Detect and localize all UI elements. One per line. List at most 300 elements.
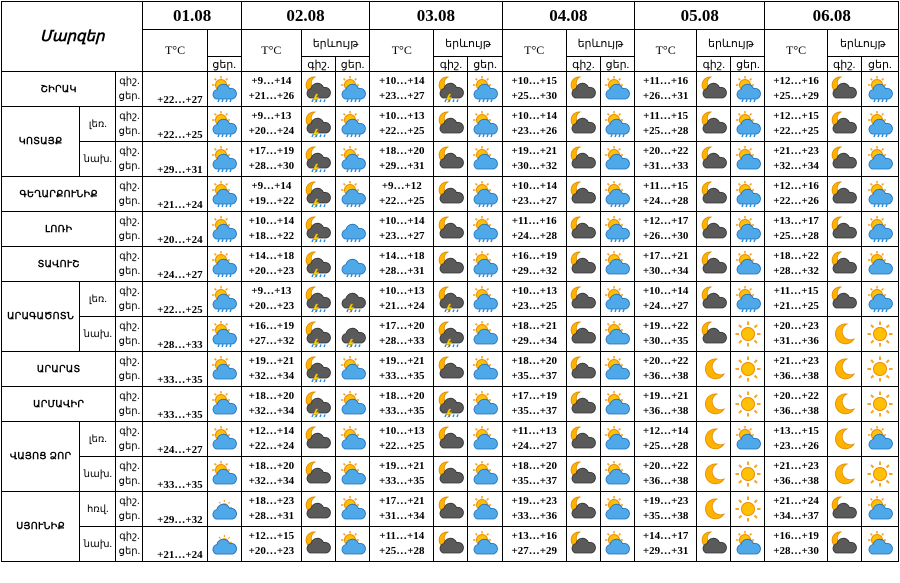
night-temp: +14…+18 bbox=[248, 250, 295, 262]
rain-cloud-icon bbox=[336, 250, 369, 278]
moon-cloud-icon bbox=[434, 250, 467, 278]
temp-range-cell bbox=[370, 282, 434, 317]
night-weather-cell bbox=[827, 422, 861, 457]
temp-range-cell bbox=[370, 212, 434, 247]
night-weather-cell bbox=[827, 352, 861, 387]
temp-range-cell bbox=[765, 387, 827, 422]
night-temp: +10…+13 bbox=[379, 110, 425, 122]
night-temp: +10…+13 bbox=[379, 425, 425, 437]
sun-rain-icon bbox=[208, 180, 241, 208]
date-header: 04.08 bbox=[502, 2, 634, 30]
temp-range-cell bbox=[502, 212, 566, 247]
time-labels bbox=[116, 72, 143, 107]
day-subheader: ցեր. bbox=[336, 57, 370, 72]
temp-range-cell bbox=[765, 282, 827, 317]
night-label: գիշ. bbox=[119, 251, 140, 262]
weather-icon-cell bbox=[207, 317, 241, 352]
temp-header: T°C bbox=[635, 30, 697, 72]
temp-day-only: +21…+24 bbox=[143, 527, 207, 562]
day-temp: +30…+34 bbox=[642, 265, 689, 277]
temp-range-cell bbox=[502, 317, 566, 352]
night-label: գիշ. bbox=[119, 181, 140, 192]
night-weather-cell bbox=[434, 457, 468, 492]
sun-cloud-icon bbox=[601, 355, 634, 383]
time-labels bbox=[116, 282, 143, 317]
temp-range-cell bbox=[635, 72, 697, 107]
temp-range-cell bbox=[502, 107, 566, 142]
region-name: ԱՐԱՐԱՏ bbox=[2, 352, 116, 387]
day-weather-cell bbox=[468, 282, 502, 317]
day-weather-cell bbox=[731, 492, 765, 527]
night-temp: +12…+14 bbox=[642, 425, 689, 437]
moon-cloud-icon bbox=[434, 145, 467, 173]
day-weather-cell bbox=[336, 352, 370, 387]
night-weather-cell bbox=[434, 527, 468, 562]
temp-range-cell bbox=[241, 247, 301, 282]
night-weather-cell bbox=[566, 142, 600, 177]
rain-cloud-icon bbox=[336, 215, 369, 243]
night-weather-cell bbox=[434, 282, 468, 317]
day-temp: +28…+32 bbox=[773, 265, 819, 277]
day-temp: +36…+38 bbox=[642, 405, 689, 417]
night-temp: +18…+20 bbox=[248, 460, 295, 472]
night-weather-cell bbox=[827, 387, 861, 422]
day-temp: +22…+26 bbox=[773, 195, 819, 207]
table-row bbox=[2, 212, 899, 247]
moon-cloud-icon bbox=[567, 495, 600, 523]
day-weather-cell bbox=[731, 352, 765, 387]
moon-cloud-icon bbox=[567, 250, 600, 278]
moon-icon bbox=[697, 355, 730, 383]
temp-range-cell bbox=[370, 247, 434, 282]
day-weather-cell bbox=[731, 247, 765, 282]
moon-cloud-icon bbox=[828, 530, 861, 558]
sun-icon bbox=[862, 460, 898, 488]
subregion-label: լեռ. bbox=[80, 422, 116, 457]
sun-rain-icon bbox=[208, 320, 241, 348]
date-header: 01.08 bbox=[143, 2, 241, 30]
day-temp: +25…+28 bbox=[642, 440, 689, 452]
day-weather-cell bbox=[336, 72, 370, 107]
night-temp: +19…+23 bbox=[511, 495, 557, 507]
storm-night-icon bbox=[302, 250, 335, 278]
temp-day-only: +33…+35 bbox=[143, 387, 207, 422]
day-temp: +35…+37 bbox=[511, 405, 557, 417]
temp-header: T°C bbox=[502, 30, 566, 72]
day-weather-cell bbox=[861, 387, 898, 422]
night-weather-cell bbox=[566, 492, 600, 527]
sun-cloud-icon bbox=[601, 460, 634, 488]
region-name: ՎԱՅՈՑ ՁՈՐ bbox=[2, 422, 80, 492]
storm-night-icon bbox=[434, 285, 467, 313]
weather-icon-cell bbox=[207, 247, 241, 282]
night-weather-cell bbox=[827, 527, 861, 562]
temp-range-cell bbox=[635, 387, 697, 422]
time-labels bbox=[116, 457, 143, 492]
day-weather-cell bbox=[600, 317, 634, 352]
night-weather-cell bbox=[434, 142, 468, 177]
night-temp: +19…+21 bbox=[379, 355, 425, 367]
temp-range-cell bbox=[635, 457, 697, 492]
temp-day-only: +33…+35 bbox=[143, 457, 207, 492]
day-temp: +25…+29 bbox=[773, 90, 819, 102]
moon-cloud-icon bbox=[567, 285, 600, 313]
day-temp: +24…+27 bbox=[642, 300, 689, 312]
day-temp: +24…+28 bbox=[642, 195, 689, 207]
storm-night-icon bbox=[302, 355, 335, 383]
day-temp: +28…+30 bbox=[773, 545, 819, 557]
sun-rain-icon bbox=[468, 285, 501, 313]
temp-range-cell bbox=[370, 317, 434, 352]
temp-range-cell bbox=[370, 457, 434, 492]
day-weather-cell bbox=[861, 107, 898, 142]
sun-cloud-icon bbox=[336, 530, 369, 558]
day-weather-cell bbox=[600, 177, 634, 212]
night-weather-cell bbox=[566, 247, 600, 282]
night-temp: +19…+21 bbox=[642, 390, 689, 402]
night-temp: +13…+16 bbox=[511, 530, 557, 542]
night-temp: +10…+14 bbox=[248, 215, 295, 227]
day-subheader: ցեր. bbox=[731, 57, 765, 72]
day-weather-cell bbox=[861, 72, 898, 107]
sun-cloud-icon bbox=[336, 390, 369, 418]
day-temp: +33…+36 bbox=[511, 510, 557, 522]
moon-cloud-icon bbox=[697, 320, 730, 348]
temp-range-cell bbox=[370, 107, 434, 142]
temp-day-only: +20…+24 bbox=[143, 212, 207, 247]
temp-range-cell bbox=[370, 72, 434, 107]
temp-range-cell bbox=[635, 527, 697, 562]
temp-range-cell bbox=[635, 422, 697, 457]
weather-icon-cell bbox=[207, 107, 241, 142]
temp-range-cell bbox=[635, 177, 697, 212]
night-temp: +18…+20 bbox=[511, 355, 557, 367]
sun-rain-icon bbox=[731, 285, 764, 313]
night-weather-cell bbox=[301, 457, 335, 492]
temp-range-cell bbox=[241, 317, 301, 352]
subregion-label: լեռ. bbox=[80, 107, 116, 142]
temp-range-cell bbox=[502, 247, 566, 282]
time-labels bbox=[116, 527, 143, 562]
day-weather-cell bbox=[468, 317, 502, 352]
night-temp: +11…+13 bbox=[511, 425, 557, 437]
day-weather-cell bbox=[600, 282, 634, 317]
day-temp: +32…+34 bbox=[248, 475, 295, 487]
night-weather-cell bbox=[434, 387, 468, 422]
day-weather-cell bbox=[468, 422, 502, 457]
time-labels bbox=[116, 387, 143, 422]
moon-icon bbox=[697, 390, 730, 418]
temp-day-only: +29…+32 bbox=[143, 492, 207, 527]
day-weather-cell bbox=[336, 142, 370, 177]
moon-cloud-icon bbox=[567, 320, 600, 348]
temp-range-cell bbox=[635, 212, 697, 247]
weather-icon-cell bbox=[207, 177, 241, 212]
day-label: ցեր. bbox=[118, 266, 141, 277]
moon-icon bbox=[697, 425, 730, 453]
day-temp: +24…+27 bbox=[511, 440, 557, 452]
night-weather-cell bbox=[697, 72, 731, 107]
sun-icon bbox=[731, 460, 764, 488]
temp-day-only: +22…+27 bbox=[143, 72, 207, 107]
day-temp: +23…+27 bbox=[379, 230, 425, 242]
moon-cloud-icon bbox=[697, 75, 730, 103]
sun-rain-icon bbox=[862, 110, 898, 138]
temp-range-cell bbox=[502, 72, 566, 107]
night-weather-cell bbox=[697, 317, 731, 352]
sun-rain-icon bbox=[731, 110, 764, 138]
night-temp: +16…+19 bbox=[511, 250, 557, 262]
weather-icon-cell bbox=[207, 387, 241, 422]
temp-range-cell bbox=[241, 212, 301, 247]
storm-night-icon bbox=[434, 390, 467, 418]
day-temp: +31…+34 bbox=[379, 510, 425, 522]
night-weather-cell bbox=[434, 492, 468, 527]
night-weather-cell bbox=[697, 422, 731, 457]
night-weather-cell bbox=[697, 177, 731, 212]
temp-range-cell bbox=[502, 352, 566, 387]
temp-range-cell bbox=[502, 492, 566, 527]
temp-day-only: +22…+25 bbox=[143, 107, 207, 142]
day-weather-cell bbox=[600, 387, 634, 422]
weather-icon-cell bbox=[207, 212, 241, 247]
date-header: 06.08 bbox=[765, 2, 899, 30]
sun-rain-icon bbox=[336, 180, 369, 208]
temp-range-cell bbox=[502, 457, 566, 492]
day-weather-cell bbox=[336, 492, 370, 527]
moon-cloud-icon bbox=[697, 215, 730, 243]
temp-range-cell bbox=[370, 352, 434, 387]
subregion-label: լեռ. bbox=[80, 282, 116, 317]
moon-cloud-icon bbox=[697, 110, 730, 138]
temp-day-only: +29…+31 bbox=[143, 142, 207, 177]
night-label: գիշ. bbox=[119, 146, 140, 157]
day-weather-cell bbox=[468, 142, 502, 177]
time-labels bbox=[116, 247, 143, 282]
subregion-label: նախ. bbox=[80, 527, 116, 562]
night-temp: +18…+23 bbox=[248, 495, 295, 507]
table-row bbox=[2, 107, 899, 142]
sun-rain-icon bbox=[468, 180, 501, 208]
night-temp: +19…+21 bbox=[511, 145, 557, 157]
cloud-sun-icon bbox=[208, 530, 241, 558]
table-row bbox=[2, 457, 899, 492]
night-weather-cell bbox=[697, 212, 731, 247]
moon-icon bbox=[697, 495, 730, 523]
night-temp: +9…+13 bbox=[251, 285, 292, 297]
day-weather-cell bbox=[336, 387, 370, 422]
day-weather-cell bbox=[731, 107, 765, 142]
day-weather-cell bbox=[336, 317, 370, 352]
day-temp: +35…+37 bbox=[511, 370, 557, 382]
day-temp: +25…+30 bbox=[511, 90, 557, 102]
sun-cloud-icon bbox=[601, 390, 634, 418]
day-temp: +21…+26 bbox=[248, 90, 295, 102]
night-temp: +10…+13 bbox=[511, 285, 557, 297]
night-subheader: գիշ. bbox=[566, 57, 600, 72]
moon-cloud-icon bbox=[567, 355, 600, 383]
night-temp: +14…+18 bbox=[379, 250, 425, 262]
storm-cloud-icon bbox=[336, 285, 369, 313]
regions-header: Մարզեր bbox=[2, 2, 143, 72]
temp-range-cell bbox=[765, 527, 827, 562]
day-temp: +21…+24 bbox=[379, 300, 425, 312]
sun-cloud-icon bbox=[336, 495, 369, 523]
sun-cloud-icon bbox=[208, 355, 241, 383]
night-label: գիշ. bbox=[119, 356, 140, 367]
temp-range-cell bbox=[765, 422, 827, 457]
temp-range-cell bbox=[635, 492, 697, 527]
temp-range-cell bbox=[370, 142, 434, 177]
moon-cloud-icon bbox=[828, 180, 861, 208]
night-temp: +20…+22 bbox=[642, 355, 689, 367]
region-name: ԱՐՄԱՎԻՐ bbox=[2, 387, 116, 422]
night-weather-cell bbox=[566, 107, 600, 142]
day-weather-cell bbox=[861, 352, 898, 387]
moon-cloud-icon bbox=[697, 180, 730, 208]
sun-rain-icon bbox=[468, 250, 501, 278]
day-weather-cell bbox=[731, 422, 765, 457]
weather-icon-cell bbox=[207, 422, 241, 457]
night-temp: +11…+15 bbox=[643, 180, 689, 192]
day-weather-cell bbox=[861, 492, 898, 527]
table-row bbox=[2, 527, 899, 562]
night-temp: +10…+14 bbox=[511, 110, 557, 122]
night-weather-cell bbox=[301, 527, 335, 562]
storm-night-icon bbox=[302, 180, 335, 208]
forecast-table bbox=[1, 1, 899, 562]
day-temp: +36…+38 bbox=[642, 475, 689, 487]
day-temp: +27…+29 bbox=[511, 545, 557, 557]
moon-cloud-icon bbox=[434, 180, 467, 208]
night-weather-cell bbox=[566, 422, 600, 457]
temp-range-cell bbox=[502, 527, 566, 562]
temp-header: T°C bbox=[241, 30, 301, 72]
sun-rain-icon bbox=[468, 110, 501, 138]
moon-cloud-icon bbox=[828, 75, 861, 103]
day-weather-cell bbox=[600, 247, 634, 282]
moon-cloud-icon bbox=[567, 425, 600, 453]
night-label: գիշ. bbox=[119, 531, 140, 542]
moon-cloud-icon bbox=[828, 250, 861, 278]
day-temp: +25…+28 bbox=[379, 545, 425, 557]
day-temp: +23…+27 bbox=[511, 195, 557, 207]
time-labels bbox=[116, 142, 143, 177]
day-temp: +20…+23 bbox=[248, 265, 295, 277]
temp-header: T°C bbox=[370, 30, 434, 72]
day-weather-cell bbox=[731, 317, 765, 352]
night-weather-cell bbox=[827, 107, 861, 142]
day-label: ցեր. bbox=[118, 91, 141, 102]
day-weather-cell bbox=[600, 492, 634, 527]
day-weather-cell bbox=[468, 527, 502, 562]
night-temp: +20…+22 bbox=[642, 145, 689, 157]
temp-range-cell bbox=[241, 352, 301, 387]
night-temp: +10…+15 bbox=[511, 75, 557, 87]
night-subheader: գիշ. bbox=[434, 57, 468, 72]
day-temp: +33…+35 bbox=[379, 475, 425, 487]
night-temp: +16…+19 bbox=[248, 320, 295, 332]
day-label: ցեր. bbox=[118, 441, 141, 452]
night-weather-cell bbox=[697, 142, 731, 177]
time-labels bbox=[116, 212, 143, 247]
night-weather-cell bbox=[434, 177, 468, 212]
table-row bbox=[2, 352, 899, 387]
night-temp: +11…+15 bbox=[773, 285, 819, 297]
night-weather-cell bbox=[697, 352, 731, 387]
temp-range-cell bbox=[765, 247, 827, 282]
temp-range-cell bbox=[635, 317, 697, 352]
day-weather-cell bbox=[468, 492, 502, 527]
night-weather-cell bbox=[301, 107, 335, 142]
moon-cloud-icon bbox=[434, 495, 467, 523]
night-weather-cell bbox=[566, 527, 600, 562]
moon-cloud-icon bbox=[434, 460, 467, 488]
temp-range-cell bbox=[241, 387, 301, 422]
day-label: ցեր. bbox=[118, 406, 141, 417]
day-weather-cell bbox=[600, 352, 634, 387]
sun-cloud-icon bbox=[208, 390, 241, 418]
sun-rain-icon bbox=[601, 110, 634, 138]
temp-range-cell bbox=[241, 142, 301, 177]
day-label: ցեր. bbox=[118, 161, 141, 172]
day-temp: +32…+34 bbox=[248, 370, 295, 382]
table-row bbox=[2, 177, 899, 212]
night-weather-cell bbox=[434, 72, 468, 107]
day-subheader: ցեր. bbox=[861, 57, 898, 72]
region-name: ԱՐԱԳԱԾՈՏՆ bbox=[2, 282, 80, 352]
day-subheader: ցեր. bbox=[207, 57, 241, 72]
moon-cloud-icon bbox=[567, 145, 600, 173]
day-weather-cell bbox=[336, 212, 370, 247]
storm-night-icon bbox=[302, 75, 335, 103]
weather-icon-cell bbox=[207, 492, 241, 527]
sun-rain-icon bbox=[731, 215, 764, 243]
day-label: ցեր. bbox=[118, 126, 141, 137]
temp-range-cell bbox=[635, 142, 697, 177]
temp-range-cell bbox=[241, 492, 301, 527]
night-temp: +18…+21 bbox=[511, 320, 557, 332]
night-weather-cell bbox=[301, 72, 335, 107]
day-weather-cell bbox=[336, 457, 370, 492]
forecast-body bbox=[2, 72, 899, 562]
sun-cloud-icon bbox=[336, 460, 369, 488]
sun-cloud-icon bbox=[601, 495, 634, 523]
sun-cloud-icon bbox=[336, 355, 369, 383]
day-temp: +22…+25 bbox=[379, 125, 425, 137]
phen-header: երևույթ bbox=[434, 30, 502, 57]
day-temp: +29…+34 bbox=[511, 335, 557, 347]
temp-range-cell bbox=[502, 177, 566, 212]
day-temp: +20…+23 bbox=[248, 545, 295, 557]
night-temp: +11…+16 bbox=[511, 215, 557, 227]
day-weather-cell bbox=[600, 422, 634, 457]
sun-rain-icon bbox=[208, 215, 241, 243]
night-weather-cell bbox=[566, 177, 600, 212]
night-temp: +17…+19 bbox=[248, 145, 295, 157]
sun-cloud-icon bbox=[862, 530, 898, 558]
temp-range-cell bbox=[502, 282, 566, 317]
night-temp: +11…+16 bbox=[643, 75, 689, 87]
day-weather-cell bbox=[861, 422, 898, 457]
day-label: ցեր. bbox=[118, 196, 141, 207]
night-temp: +19…+21 bbox=[248, 355, 295, 367]
storm-night-icon bbox=[434, 320, 467, 348]
sun-rain-icon bbox=[731, 75, 764, 103]
sun-cloud-icon bbox=[731, 530, 764, 558]
temp-range-cell bbox=[635, 247, 697, 282]
night-temp: +18…+20 bbox=[511, 460, 557, 472]
